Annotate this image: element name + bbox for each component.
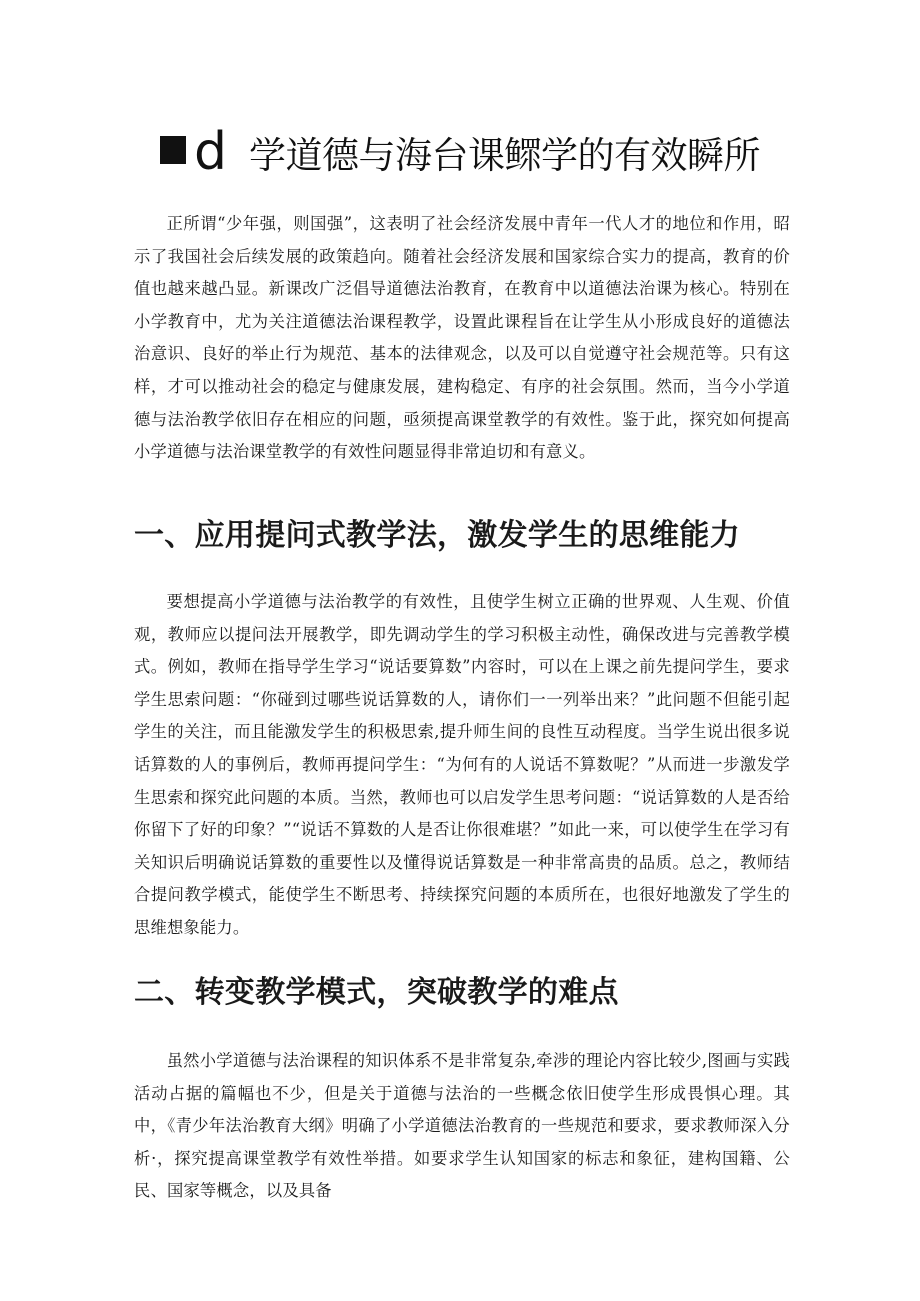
- section-1-paragraph: 要想提高小学道德与法治教学的有效性，且使学生树立正确的世界观、人生观、价值观，教师应以提问法开展教学，即先调动学生的学习积极主动性，确保改进与完善教学模式。例如，教师在指导学生学习“说话要算数”内容时，可以在上课之前先提问学生，要求学生思索问题：“你碰到过哪些说话算数的人，请你们一一列举出来？”此问题不但能引起学生的关注，而且能激发学生的积极思索,提升师生间的良性互动程度。当学生说出很多说话算数的人的事例后，教师再提问学生：“为何有的人说话不算数呢？”从而进一步激发学生思索和探究此问题的本质。当然，教师也可以启发学生思考问题：“说话算数的人是否给你留下了好的印象？”“说话不算数的人是否让你很难堪？”如此一来，可以使学生在学习有关知识后明确说话算数的重要性以及懂得说话算数是一种非常高贵的品质。总之，教师结合提问教学模式，能使学生不断思考、持续探究问题的本质所在，也很好地激发了学生的思维想象能力。: [134, 592, 790, 937]
- title-glyph: d: [193, 122, 227, 182]
- section-1-heading: 一、应用提问式教学法，激发学生的思维能力: [134, 518, 740, 553]
- page-title: [0, 112, 920, 192]
- section-2-paragraph: 虽然小学道德与法治课程的知识体系不是非常复杂,牵涉的理论内容比较少,图画与实践活动占据的篇幅也不少，但是关于道德与法治的一些概念依旧使学生形成畏惧心理。其中，《青少年法治教育大纲》明确了小学道德法治教育的一些规范和要求，要求教师深入分析·，探究提高课堂教学有效性举措。如要求学生认知国家的标志和象征，建构国籍、公民、国家等概念，以及具备: [134, 1051, 790, 1201]
- section-2-heading: 二、转变教学模式，突破教学的难点: [134, 975, 619, 1010]
- black-square-glyph: [160, 136, 186, 164]
- title-text: 学道德与海台课鳏学的有效瞬所: [249, 134, 760, 177]
- intro-paragraph: 正所谓“少年强，则国强”，这表明了社会经济发展中青年一代人才的地位和作用，昭示了我国社会后续发展的政策趋向。随着社会经济发展和国家综合实力的提高，教育的价值也越来越凸显。新课改广泛倡导道德法治教育，在教育中以道德法治课为核心。特别在小学教育中，尤为关注道德法治课程教学，设置此课程旨在让学生从小形成良好的道德法治意识、良好的举止行为规范、基本的法律观念，以及可以自觉遵守社会规范等。只有这样，才可以推动社会的稳定与健康发展，建构稳定、有序的社会氛围。然而，当今小学道德与法治教学依旧存在相应的问题，亟须提高课堂教学的有效性。鉴于此，探究如何提高小学道德与法治课堂教学的有效性问题显得非常迫切和有意义。: [134, 214, 790, 462]
